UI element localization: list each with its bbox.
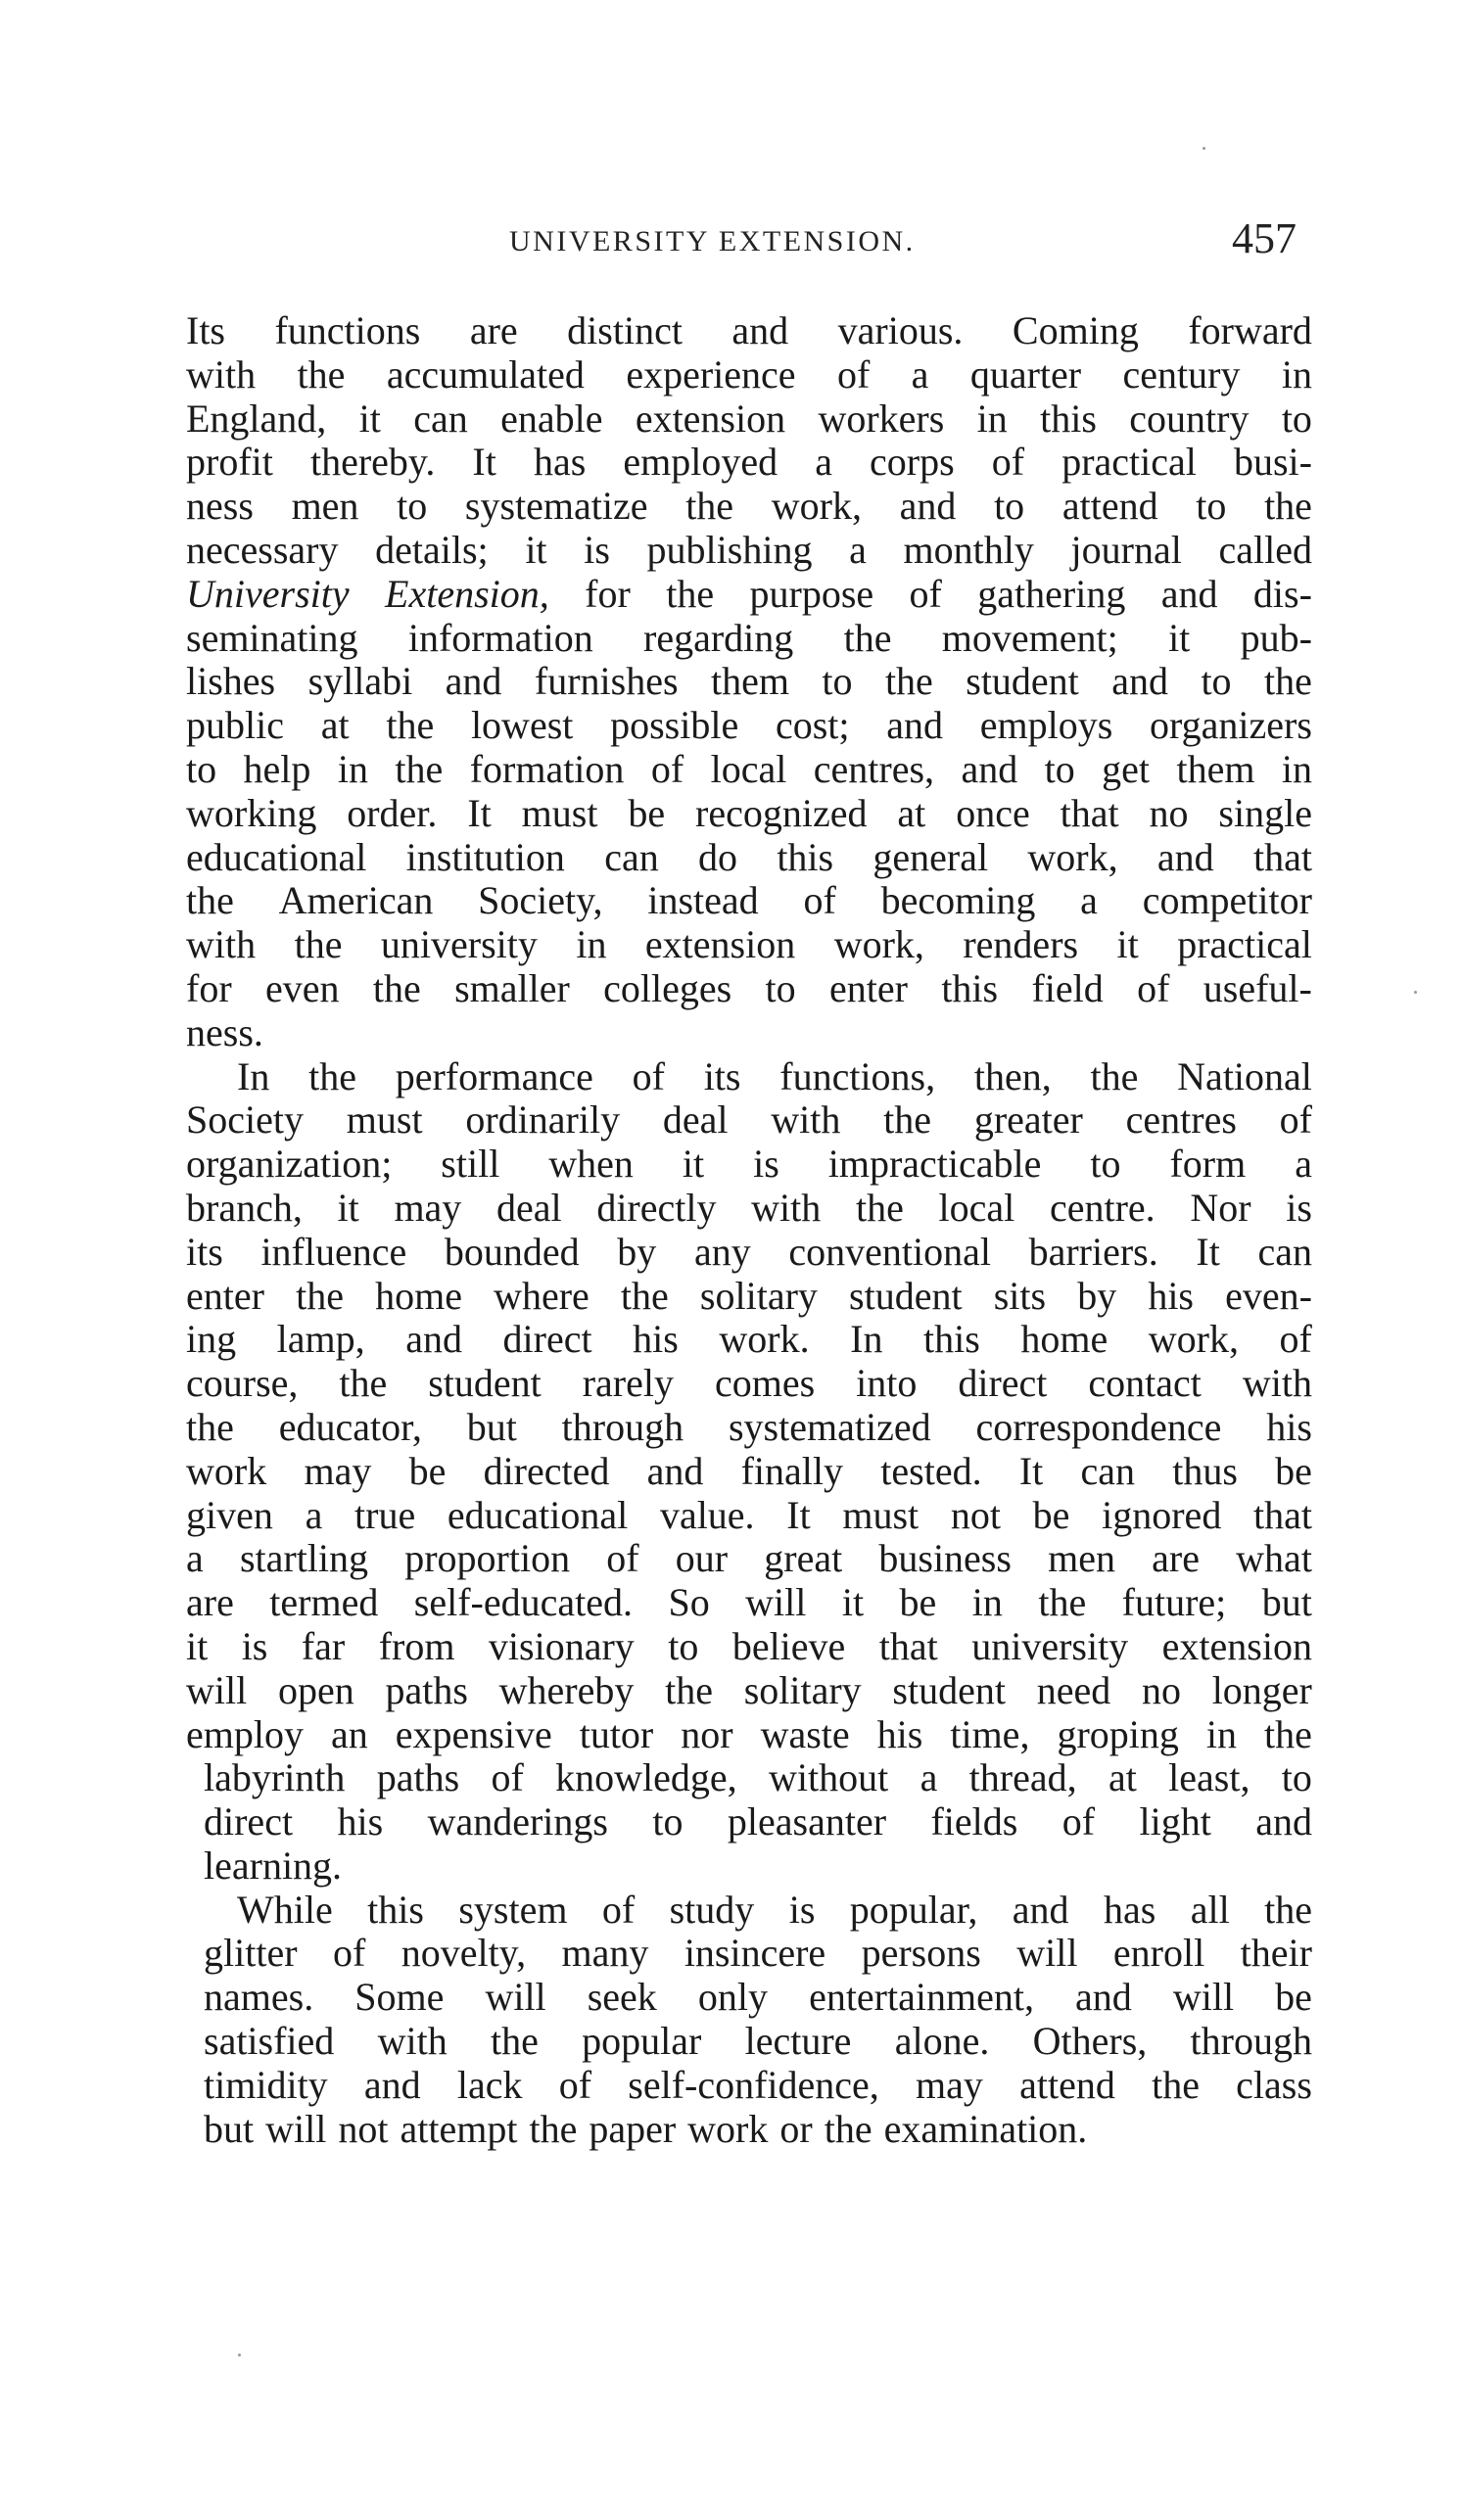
text-line: Its functions are distinct and various. Coming forward xyxy=(186,308,1312,352)
paragraph xyxy=(186,309,1312,1055)
text-line: ing lamp, and direct his work. In this home work, of xyxy=(186,1317,1312,1362)
paragraph xyxy=(186,1889,1312,2152)
body-text xyxy=(186,309,1312,2151)
text-line: a startling proportion of our great business men are what xyxy=(186,1536,1312,1581)
text-line: to help in the formation of local centres, and to get them in xyxy=(186,746,1312,791)
text-line: enter the home where the solitary student sits by his even- xyxy=(186,1273,1312,1318)
text-line: Society must ordinarily deal with the greater centres of xyxy=(186,1097,1312,1143)
text-line: England, it can enable extension workers in this country to xyxy=(186,396,1312,441)
page-number: 457 xyxy=(1232,214,1297,262)
text-line: with the accumulated experience of a quarter century in xyxy=(186,351,1312,397)
text-line: organization; still when it is impracticable to form a xyxy=(186,1142,1312,1187)
text-line: the educator, but through systematized correspondence his xyxy=(186,1404,1312,1449)
paragraph xyxy=(186,1055,1312,1889)
text-line: necessary details; it is publishing a monthly journal called xyxy=(186,527,1312,572)
text-line: ness men to systematize the work, and to attend to the xyxy=(186,484,1312,529)
text-line: are termed self-educated. So will it be in the future; but xyxy=(186,1580,1312,1625)
text-line: In the performance of its functions, then, the National xyxy=(237,1053,1312,1098)
paper-speck xyxy=(1414,991,1417,994)
text-line: learning. xyxy=(204,1843,343,1888)
text-line: it is far from visionary to believe that university extension xyxy=(186,1623,1312,1668)
text-line: ness. xyxy=(186,1009,263,1054)
paper-speck xyxy=(238,2354,241,2357)
text-line: work may be directed and finally tested. It can thus be xyxy=(186,1448,1312,1493)
text-line: its influence bounded by any conventional barriers. It can xyxy=(186,1229,1312,1274)
paper-speck xyxy=(1203,147,1205,150)
text-line: glitter of novelty, many insincere persons will enroll their xyxy=(204,1931,1312,1976)
running-head: UNIVERSITY EXTENSION. xyxy=(509,225,916,257)
text-line: direct his wanderings to pleasanter fields of light and xyxy=(204,1799,1312,1844)
text-line: profit thereby. It has employed a corps of practical busi- xyxy=(186,440,1312,485)
text-line: the American Society, instead of becoming a competitor xyxy=(186,878,1312,923)
text-line: seminating information regarding the movement; it pub- xyxy=(186,615,1312,660)
text-line: will open paths whereby the solitary student need no longer xyxy=(186,1667,1312,1712)
text-line: but will not attempt the paper work or the examination. xyxy=(204,2106,1088,2151)
text-line: labyrinth paths of knowledge, without a thread, at least, to xyxy=(204,1755,1312,1800)
text-line: for even the smaller colleges to enter this field of useful- xyxy=(186,965,1312,1010)
text-line: public at the lowest possible cost; and employs organizers xyxy=(186,703,1312,748)
text-line: branch, it may deal directly with the local centre. Nor is xyxy=(186,1185,1312,1230)
text-line: satisfied with the popular lecture alone. Others, through xyxy=(204,2019,1312,2064)
text-line: lishes syllabi and furnishes them to the student and to the xyxy=(186,659,1312,704)
text-line: working order. It must be recognized at once that no single xyxy=(186,790,1312,835)
text-line: timidity and lack of self-confidence, may attend the class xyxy=(204,2062,1312,2107)
text-line: University Extension, for the purpose of gathering and dis- xyxy=(186,571,1312,616)
text-line: While this system of study is popular, and has all the xyxy=(237,1887,1312,1932)
text-line: course, the student rarely comes into direct contact with xyxy=(186,1361,1312,1406)
text-line: educational institution can do this general work, and that xyxy=(186,834,1312,879)
text-line: with the university in extension work, renders it practical xyxy=(186,922,1312,967)
text-line: employ an expensive tutor nor waste his time, groping in the xyxy=(186,1711,1312,1756)
text-line: names. Some will seek only entertainment, and will be xyxy=(204,1975,1312,2020)
text-line: given a true educational value. It must not be ignored that xyxy=(186,1492,1312,1537)
